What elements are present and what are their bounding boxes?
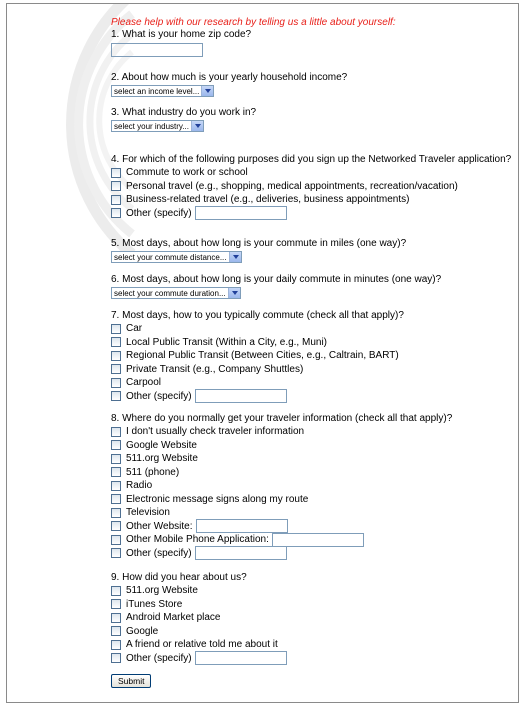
q8-other-input[interactable]: [195, 546, 287, 560]
q8-option-other[interactable]: Other (specify): [111, 547, 516, 561]
commute-duration-value: select your commute duration...: [114, 288, 226, 298]
q4-option[interactable]: Personal travel (e.g., shopping, medical appointments, recreation/vacation): [111, 180, 516, 194]
dropdown-arrow-icon[interactable]: [201, 86, 213, 96]
q9-option[interactable]: Google: [111, 625, 516, 639]
checkbox[interactable]: [111, 494, 121, 504]
checkbox[interactable]: [111, 508, 121, 518]
q7-option[interactable]: Local Public Transit (Within a City, e.g., Muni): [111, 336, 516, 350]
checkbox[interactable]: [111, 427, 121, 437]
checkbox[interactable]: [111, 586, 121, 596]
q8-option[interactable]: Radio: [111, 479, 516, 493]
q8-option[interactable]: 511 (phone): [111, 466, 516, 480]
checkbox[interactable]: [111, 440, 121, 450]
q7-option[interactable]: Carpool: [111, 376, 516, 390]
q8-option-other-website[interactable]: Other Website:: [111, 520, 516, 534]
q7-option-other[interactable]: Other (specify): [111, 390, 516, 404]
q7-option[interactable]: Regional Public Transit (Between Cities, e.g., Caltrain, BART): [111, 349, 516, 363]
q1-label: 1. What is your home zip code?: [111, 29, 252, 40]
checkbox[interactable]: [111, 467, 121, 477]
checkbox[interactable]: [111, 351, 121, 361]
checkbox[interactable]: [111, 535, 121, 545]
q4-other-input[interactable]: [195, 206, 287, 220]
q5-label: 5. Most days, about how long is your commute in miles (one way)?: [111, 238, 407, 249]
checkbox[interactable]: [111, 599, 121, 609]
checkbox[interactable]: [111, 364, 121, 374]
checkbox[interactable]: [111, 324, 121, 334]
q3-label: 3. What industry do you work in?: [111, 107, 257, 118]
income-select[interactable]: [111, 85, 214, 97]
q9-label: 9. How did you hear about us?: [111, 572, 247, 583]
q8-label: 8. Where do you normally get your traveler information (check all that apply)?: [111, 413, 453, 424]
q7-option[interactable]: Private Transit (e.g., Company Shuttles): [111, 363, 516, 377]
income-select-value: select an income level...: [114, 86, 200, 96]
commute-duration-select[interactable]: [111, 287, 241, 299]
checkbox[interactable]: [111, 168, 121, 178]
checkbox[interactable]: [111, 626, 121, 636]
q4-option-other[interactable]: Other (specify): [111, 207, 516, 221]
q7-label: 7. Most days, how to you typically commute (check all that apply)?: [111, 310, 404, 321]
q8-other-website-input[interactable]: [196, 519, 288, 533]
q4-option[interactable]: Commute to work or school: [111, 166, 516, 180]
survey-frame: [6, 3, 519, 703]
checkbox[interactable]: [111, 391, 121, 401]
checkbox[interactable]: [111, 640, 121, 650]
checkbox[interactable]: [111, 613, 121, 623]
q8-other-app-input[interactable]: [272, 533, 364, 547]
q9-option-other[interactable]: Other (specify): [111, 652, 516, 666]
zip-code-input[interactable]: [111, 43, 203, 57]
q8-option[interactable]: Google Website: [111, 439, 516, 453]
industry-select[interactable]: [111, 120, 204, 132]
dropdown-arrow-icon[interactable]: [229, 252, 241, 262]
dropdown-arrow-icon[interactable]: [228, 288, 240, 298]
industry-select-value: select your industry...: [114, 121, 189, 131]
checkbox[interactable]: [111, 521, 121, 531]
q7-option[interactable]: Car: [111, 322, 516, 336]
q9-option[interactable]: Android Market place: [111, 611, 516, 625]
checkbox[interactable]: [111, 208, 121, 218]
checkbox[interactable]: [111, 481, 121, 491]
checkbox[interactable]: [111, 195, 121, 205]
checkbox[interactable]: [111, 653, 121, 663]
checkbox[interactable]: [111, 181, 121, 191]
q6-label: 6. Most days, about how long is your daily commute in minutes (one way)?: [111, 274, 442, 285]
commute-distance-value: select your commute distance...: [114, 252, 227, 262]
q8-option[interactable]: Television: [111, 506, 516, 520]
survey-form: [111, 17, 516, 688]
checkbox[interactable]: [111, 337, 121, 347]
q9-option[interactable]: iTunes Store: [111, 598, 516, 612]
q8-option[interactable]: Electronic message signs along my route: [111, 493, 516, 507]
submit-button[interactable]: Submit: [111, 674, 151, 688]
q9-option[interactable]: 511.org Website: [111, 584, 516, 598]
q8-option-other-app[interactable]: Other Mobile Phone Application:: [111, 533, 516, 547]
checkbox[interactable]: [111, 454, 121, 464]
q8-option[interactable]: I don't usually check traveler information: [111, 425, 516, 439]
q4-label: 4. For which of the following purposes did you sign up the Networked Traveler application?: [111, 154, 512, 165]
q4-option[interactable]: Business-related travel (e.g., deliveries, business appointments): [111, 193, 516, 207]
intro-text: Please help with our research by telling us a little about yourself:: [111, 17, 396, 28]
checkbox[interactable]: [111, 378, 121, 388]
q7-other-input[interactable]: [195, 389, 287, 403]
q2-label: 2. About how much is your yearly household income?: [111, 72, 348, 83]
dropdown-arrow-icon[interactable]: [191, 121, 203, 131]
commute-distance-select[interactable]: [111, 251, 242, 263]
q8-option[interactable]: 511.org Website: [111, 452, 516, 466]
q9-other-input[interactable]: [195, 651, 287, 665]
checkbox[interactable]: [111, 548, 121, 558]
q9-option[interactable]: A friend or relative told me about it: [111, 638, 516, 652]
